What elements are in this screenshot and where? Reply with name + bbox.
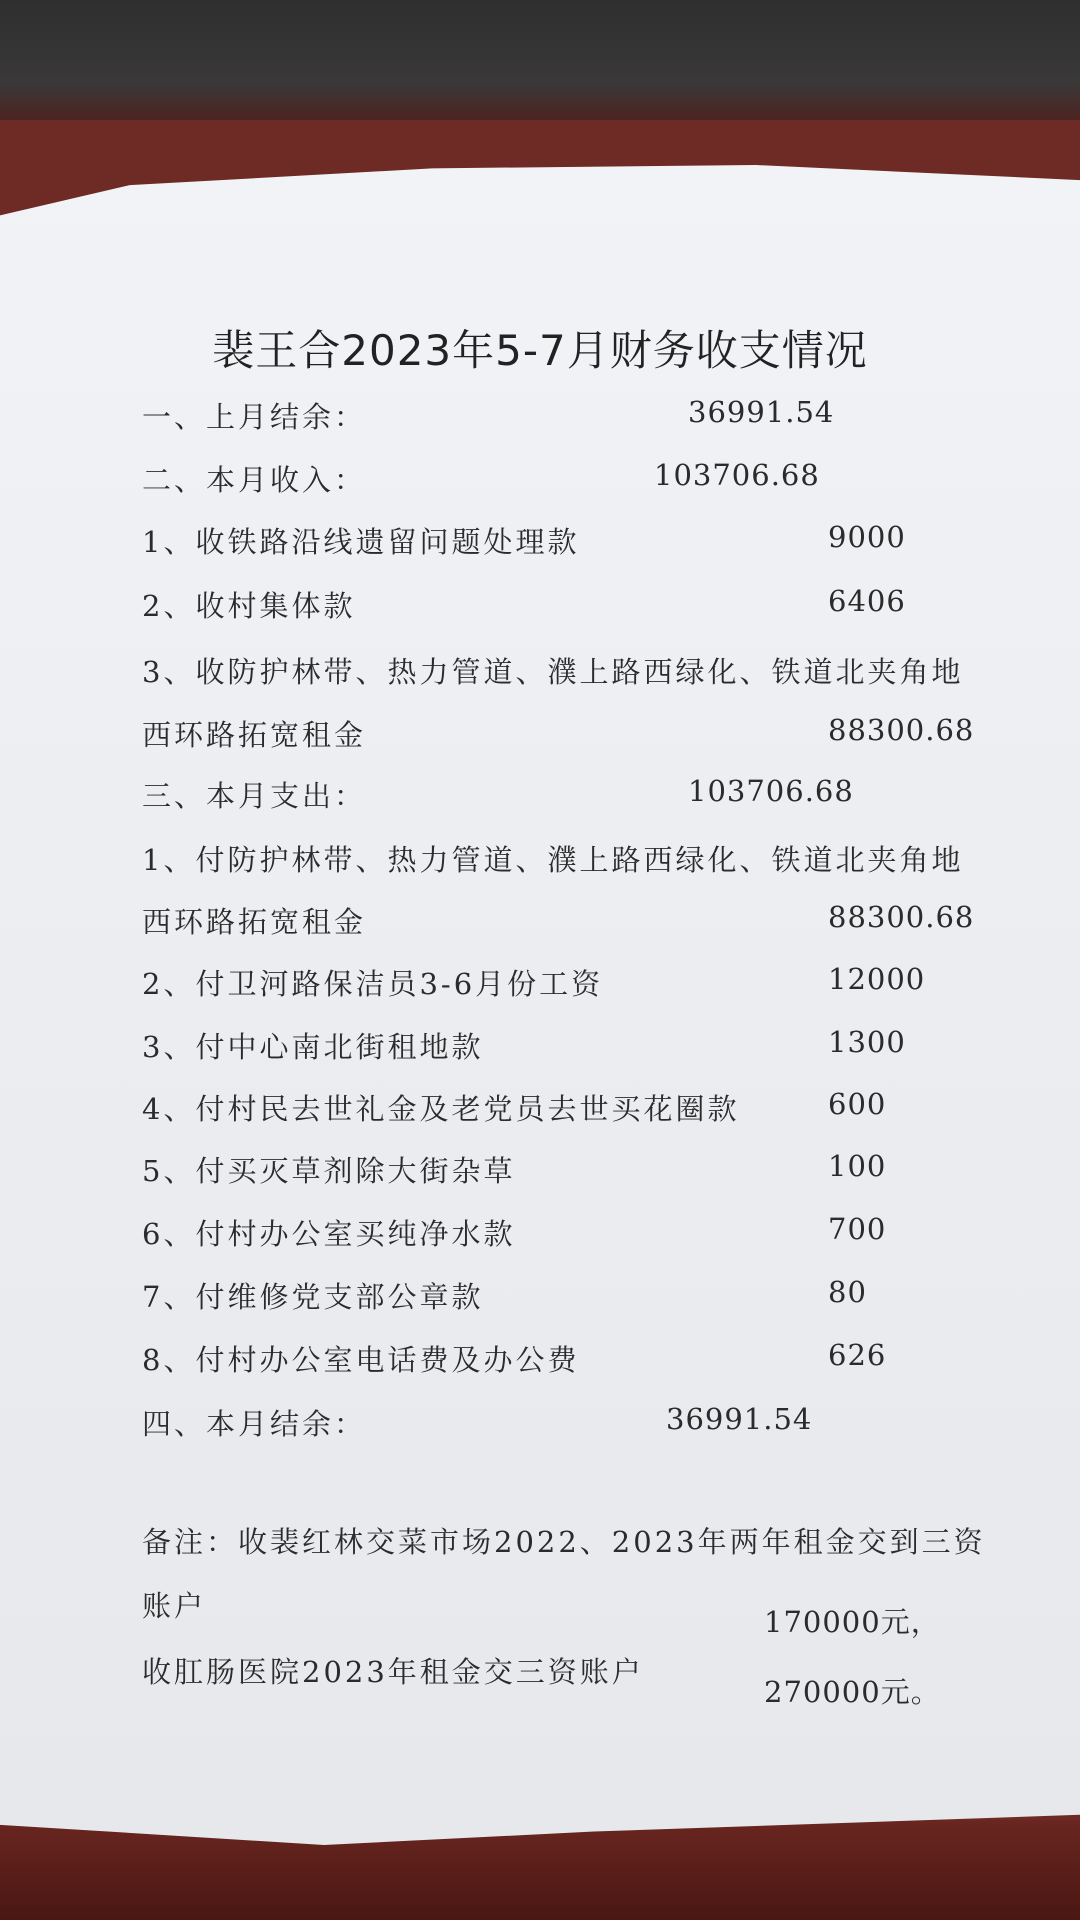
end-balance-label: 四、本月结余：: [142, 1407, 367, 1441]
end-balance-value: 36991.54: [666, 1402, 813, 1436]
income-item-3-label: 3、收防护林带、热力管道、濮上路西绿化、铁道北夹角地: [142, 655, 964, 689]
income-item-1-value: 9000: [828, 520, 906, 554]
expense-item-1-value: 88300.68: [828, 900, 975, 934]
income-item-3-value: 88300.68: [828, 713, 975, 747]
expense-total-value: 103706.68: [688, 774, 854, 808]
remark-line-1: 备注：收裴红林交菜市场2022、2023年两年租金交到三资: [142, 1525, 986, 1559]
expense-item-8-label: 8、付村办公室电话费及办公费: [142, 1343, 580, 1377]
expense-item-4-label: 4、付村民去世礼金及老党员去世买花圈款: [142, 1092, 740, 1126]
expense-item-2-label: 2、付卫河路保洁员3-6月份工资: [142, 967, 604, 1001]
remark-value-2: 270000元。: [764, 1675, 941, 1709]
prev-balance-value: 36991.54: [688, 395, 835, 429]
expense-item-6-label: 6、付村办公室买纯净水款: [142, 1217, 516, 1251]
expense-item-8-value: 626: [828, 1338, 887, 1372]
expense-item-1-label: 1、付防护林带、热力管道、濮上路西绿化、铁道北夹角地: [142, 843, 964, 877]
income-item-3-label-cont: 西环路拓宽租金: [142, 718, 367, 752]
income-label: 二、本月收入：: [142, 463, 367, 497]
expense-item-5-value: 100: [828, 1149, 887, 1183]
expense-item-7-value: 80: [828, 1275, 867, 1309]
remark-line-3: 收肛肠医院2023年租金交三资账户: [142, 1655, 644, 1689]
expense-item-3-label: 3、付中心南北街租地款: [142, 1030, 484, 1064]
expense-label: 三、本月支出：: [142, 779, 367, 813]
expense-item-5-label: 5、付买灭草剂除大街杂草: [142, 1154, 516, 1188]
income-item-2-value: 6406: [828, 584, 906, 618]
prev-balance-label: 一、上月结余：: [142, 400, 367, 434]
expense-item-1-label-cont: 西环路拓宽租金: [142, 905, 367, 939]
document-title: 裴王合2023年5-7月财务收支情况: [212, 326, 868, 375]
remark-line-2: 账户: [142, 1589, 207, 1623]
expense-item-4-value: 600: [828, 1087, 887, 1121]
expense-item-3-value: 1300: [828, 1025, 906, 1059]
income-total-value: 103706.68: [654, 458, 820, 492]
expense-item-7-label: 7、付维修党支部公章款: [142, 1280, 484, 1314]
expense-item-6-value: 700: [828, 1212, 887, 1246]
expense-item-2-value: 12000: [828, 962, 926, 996]
income-item-1-label: 1、收铁路沿线遗留问题处理款: [142, 525, 580, 559]
remark-value-1: 170000元，: [764, 1605, 941, 1639]
income-item-2-label: 2、收村集体款: [142, 589, 356, 623]
